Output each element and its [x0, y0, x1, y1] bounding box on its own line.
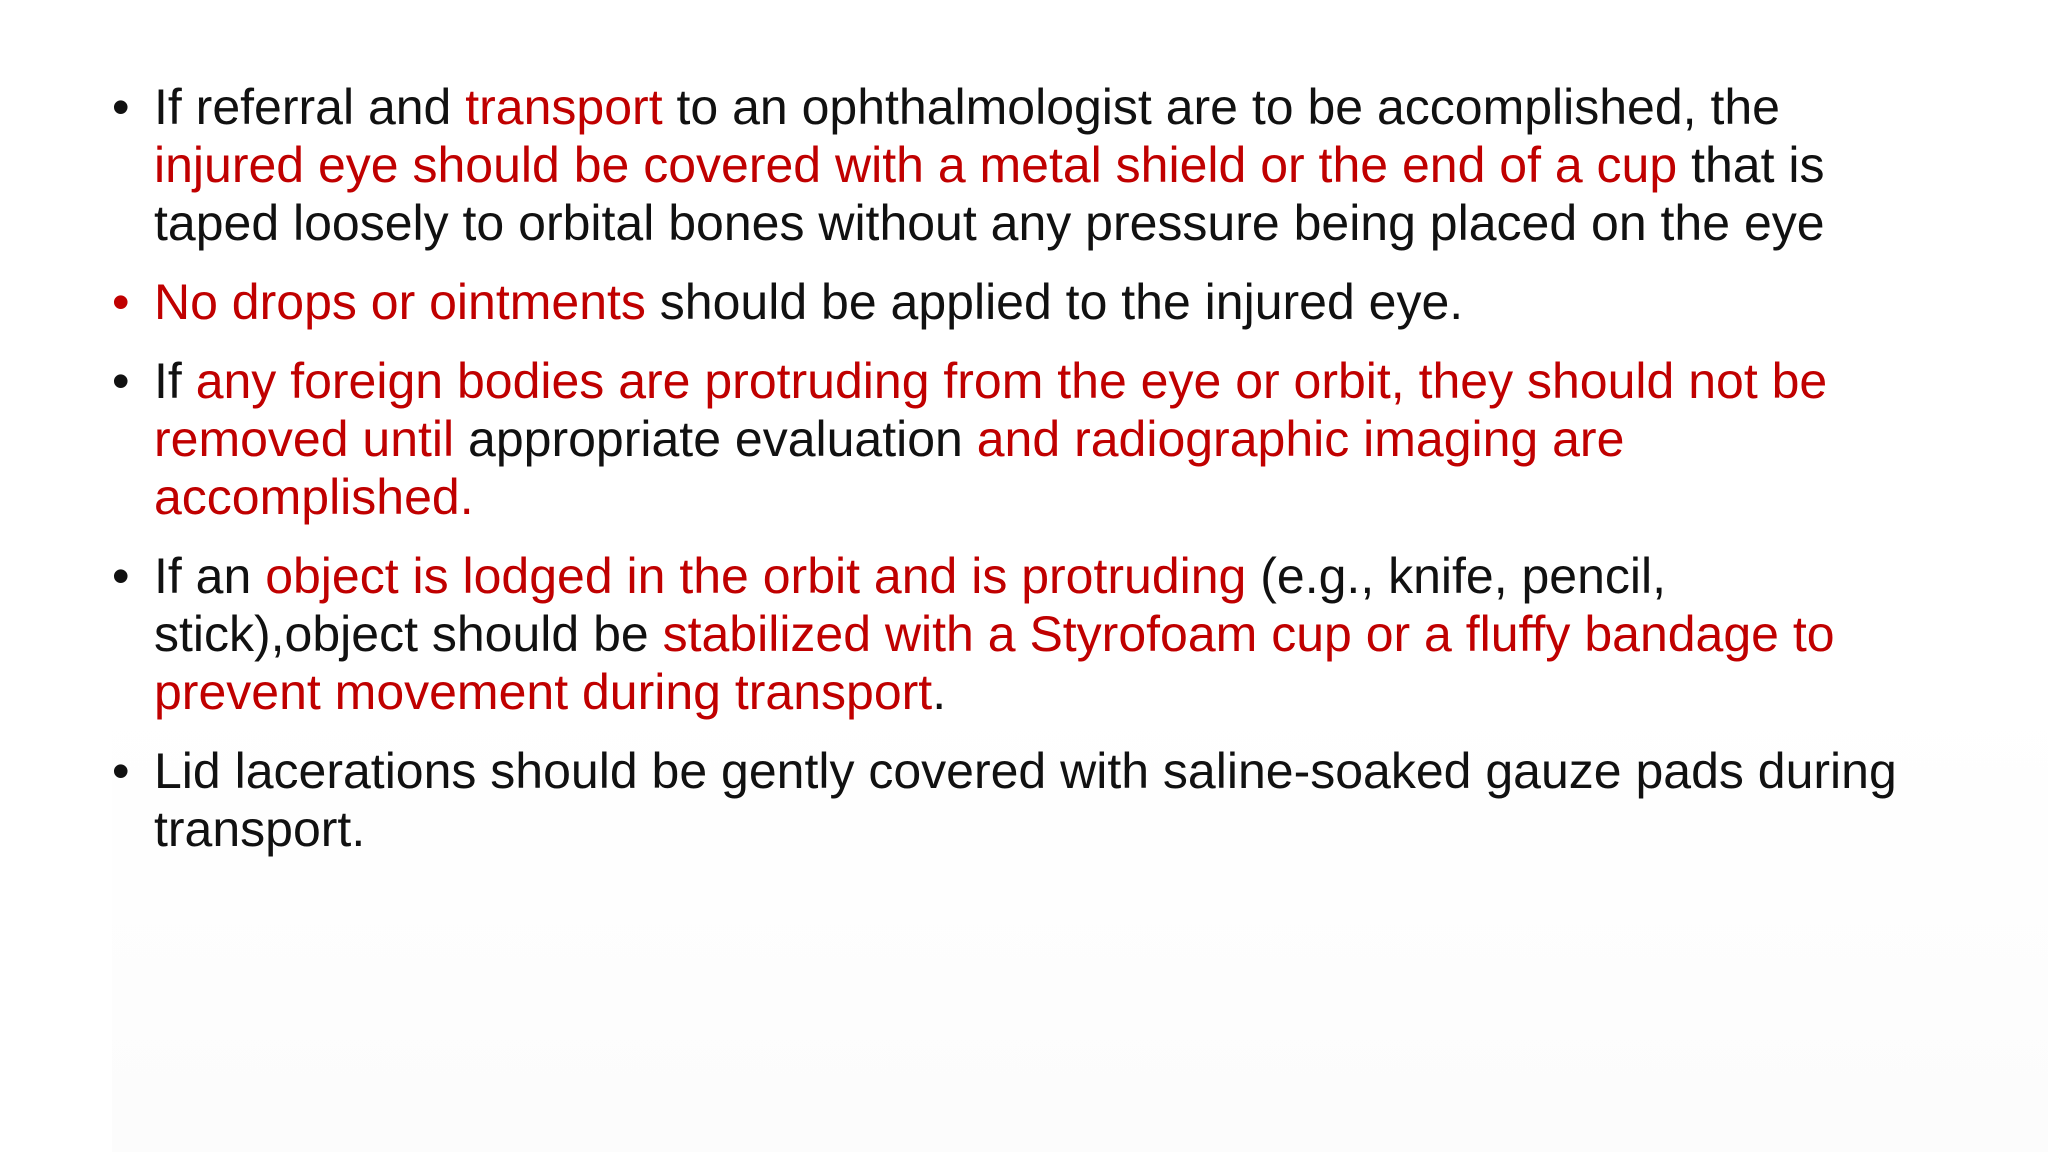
highlight-segment: object is lodged in the orbit and is protruding	[265, 548, 1247, 604]
bullet-dot-icon: •	[112, 79, 130, 135]
text-segment: Lid lacerations should be gently covered with saline-soaked gauze pads during transport.	[154, 743, 1897, 857]
text-segment: If	[154, 353, 196, 409]
highlight-segment: No drops or ointments	[154, 274, 646, 330]
highlight-segment: injured eye should be covered with a metal shield or the end of a cup	[154, 137, 1678, 193]
text-segment: should be applied to the injured eye.	[645, 274, 1464, 330]
bullet-dot-icon: •	[112, 353, 130, 409]
bullet-dot-icon: •	[112, 548, 130, 604]
text-segment: appropriate evaluation	[454, 411, 977, 467]
bullet-item-lodged-object	[112, 547, 1912, 721]
highlight-segment: stabilized with a Styrofoam cup or a fluffy bandage to prevent movement during transport	[154, 606, 1835, 720]
text-segment: If an	[154, 548, 266, 604]
bullet-dot-icon: •	[112, 274, 130, 330]
bullet-item-foreign-bodies	[112, 352, 1912, 526]
bullet-item-no-drops	[112, 273, 1912, 331]
text-segment: .	[932, 664, 947, 720]
bullet-item-lid-lacerations	[112, 742, 1912, 858]
highlight-segment: transport	[465, 79, 663, 135]
bullet-item-transport-shield	[112, 78, 1912, 252]
text-segment: to an ophthalmologist are to be accomplished, the	[662, 79, 1780, 135]
text-segment: (e.g., knife, pencil, stick),object should be	[154, 548, 1667, 662]
highlight-segment: and radiographic imaging are accomplished.	[154, 411, 1625, 525]
text-segment: If referral and	[154, 79, 466, 135]
highlight-segment: any foreign bodies are protruding from the eye or orbit, they should not be removed until	[154, 353, 1828, 467]
bullet-list	[112, 78, 1912, 879]
text-segment: that is taped loosely to orbital bones without any pressure being placed on the eye	[154, 137, 1825, 251]
bullet-dot-icon: •	[112, 743, 130, 799]
